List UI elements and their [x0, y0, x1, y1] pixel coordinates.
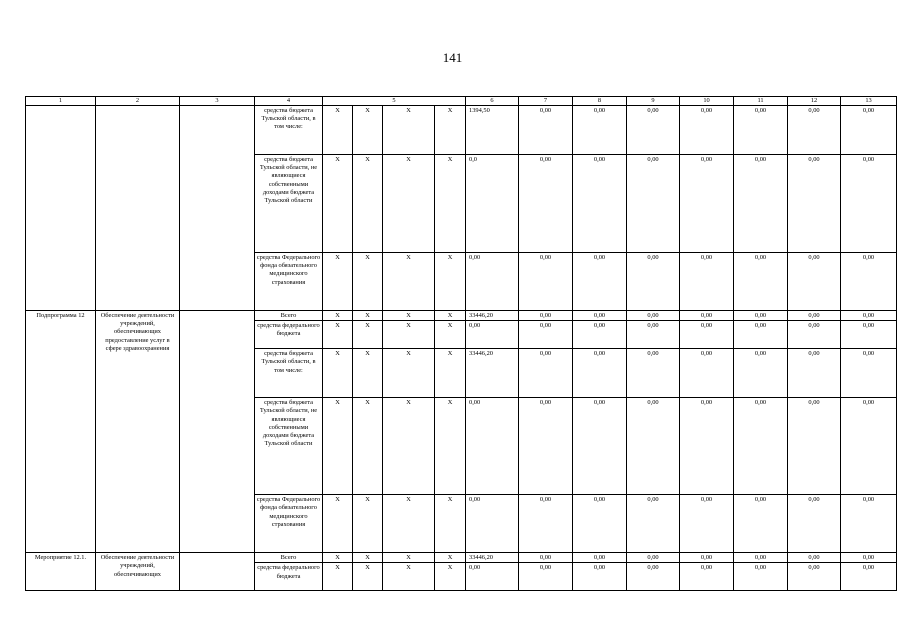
table-row	[26, 553, 897, 563]
value-cell: 0,00	[627, 563, 680, 591]
value-cell: 0,00	[788, 349, 841, 398]
source-cell: Всего	[255, 311, 323, 321]
header-cell: 5	[323, 97, 466, 106]
x-cell: X	[353, 495, 383, 553]
value-cell: 0,00	[519, 398, 573, 495]
empty-cell	[180, 106, 255, 311]
source-cell: средства бюджета Тульской области, в том числе:	[255, 349, 323, 398]
x-cell: X	[353, 553, 383, 563]
value-cell: 0,00	[573, 495, 627, 553]
empty-cell	[26, 106, 96, 311]
value-cell: 0,00	[573, 311, 627, 321]
x-cell: X	[353, 253, 383, 311]
x-cell: X	[383, 253, 435, 311]
source-cell: средства федерального бюджета	[255, 321, 323, 349]
value-cell: 0,00	[788, 155, 841, 253]
value-cell: 0,00	[519, 311, 573, 321]
header-cell: 13	[841, 97, 897, 106]
value-cell: 33446,20	[466, 311, 519, 321]
value-cell: 0,00	[841, 398, 897, 495]
header-cell: 4	[255, 97, 323, 106]
value-cell: 0,00	[841, 349, 897, 398]
value-cell: 0,00	[788, 311, 841, 321]
header-cell: 9	[627, 97, 680, 106]
value-cell: 0,00	[734, 349, 788, 398]
x-cell: X	[435, 253, 466, 311]
value-cell: 0,00	[627, 495, 680, 553]
header-cell: 10	[680, 97, 734, 106]
value-cell: 0,00	[734, 311, 788, 321]
empty-cell	[96, 106, 180, 311]
source-cell: Всего	[255, 553, 323, 563]
source-cell: средства Федерального фонда обязательного медицинского страхования	[255, 495, 323, 553]
x-cell: X	[435, 311, 466, 321]
header-cell: 7	[519, 97, 573, 106]
value-cell: 0,00	[841, 495, 897, 553]
value-cell: 0,00	[841, 253, 897, 311]
header-cell: 3	[180, 97, 255, 106]
source-cell: средства бюджета Тульской области, не являющиеся собственными доходами бюджета Тульской области	[255, 155, 323, 253]
value-cell: 0,00	[734, 155, 788, 253]
header-cell: 11	[734, 97, 788, 106]
header-cell: 12	[788, 97, 841, 106]
x-cell: X	[435, 349, 466, 398]
value-cell: 0,00	[627, 106, 680, 155]
value-cell: 0,00	[466, 563, 519, 591]
table-row	[26, 311, 897, 321]
value-cell: 0,00	[519, 155, 573, 253]
value-cell: 0,00	[841, 563, 897, 591]
value-cell: 0,0	[466, 155, 519, 253]
value-cell: 0,00	[788, 495, 841, 553]
value-cell: 0,00	[788, 398, 841, 495]
value-cell: 0,00	[466, 321, 519, 349]
x-cell: X	[323, 563, 353, 591]
budget-table	[25, 96, 897, 591]
value-cell: 0,00	[841, 553, 897, 563]
x-cell: X	[383, 398, 435, 495]
x-cell: X	[323, 495, 353, 553]
value-cell: 0,00	[519, 553, 573, 563]
value-cell: 0,00	[680, 553, 734, 563]
value-cell: 0,00	[788, 563, 841, 591]
x-cell: X	[353, 398, 383, 495]
value-cell: 0,00	[466, 398, 519, 495]
value-cell: 0,00	[680, 321, 734, 349]
header-cell: 6	[466, 97, 519, 106]
value-cell: 0,00	[841, 311, 897, 321]
value-cell: 0,00	[573, 349, 627, 398]
value-cell: 0,00	[519, 253, 573, 311]
x-cell: X	[383, 563, 435, 591]
value-cell: 0,00	[680, 253, 734, 311]
x-cell: X	[353, 106, 383, 155]
value-cell: 0,00	[841, 321, 897, 349]
value-cell: 0,00	[841, 155, 897, 253]
x-cell: X	[353, 349, 383, 398]
value-cell: 0,00	[680, 495, 734, 553]
x-cell: X	[383, 311, 435, 321]
x-cell: X	[435, 495, 466, 553]
value-cell: 0,00	[841, 106, 897, 155]
value-cell: 0,00	[680, 398, 734, 495]
value-cell: 0,00	[519, 495, 573, 553]
value-cell: 0,00	[519, 349, 573, 398]
empty-cell	[180, 311, 255, 553]
program-label: Подпрограмма 12	[26, 311, 96, 553]
x-cell: X	[323, 321, 353, 349]
x-cell: X	[435, 155, 466, 253]
event-description: Обеспечение деятельности учреждений, обеспечивающих	[96, 553, 180, 591]
value-cell: 0,00	[519, 106, 573, 155]
value-cell: 0,00	[627, 553, 680, 563]
value-cell: 0,00	[519, 563, 573, 591]
value-cell: 0,00	[627, 155, 680, 253]
value-cell: 0,00	[627, 311, 680, 321]
source-cell: средства федерального бюджета	[255, 563, 323, 591]
value-cell: 0,00	[680, 106, 734, 155]
value-cell: 0,00	[734, 321, 788, 349]
value-cell: 0,00	[680, 563, 734, 591]
x-cell: X	[435, 321, 466, 349]
value-cell: 0,00	[734, 553, 788, 563]
x-cell: X	[323, 349, 353, 398]
x-cell: X	[383, 155, 435, 253]
x-cell: X	[353, 563, 383, 591]
value-cell: 0,00	[466, 495, 519, 553]
value-cell: 0,00	[573, 155, 627, 253]
header-cell: 8	[573, 97, 627, 106]
source-cell: средства Федерального фонда обязательного медицинского страхования	[255, 253, 323, 311]
value-cell: 0,00	[734, 106, 788, 155]
value-cell: 0,00	[788, 253, 841, 311]
x-cell: X	[323, 106, 353, 155]
value-cell: 0,00	[573, 563, 627, 591]
empty-cell	[180, 553, 255, 591]
x-cell: X	[435, 553, 466, 563]
value-cell: 0,00	[680, 155, 734, 253]
page-number: 141	[442, 50, 463, 65]
source-cell: средства бюджета Тульской области, в том числе:	[255, 106, 323, 155]
value-cell: 33446,20	[466, 553, 519, 563]
x-cell: X	[435, 106, 466, 155]
value-cell: 0,00	[734, 253, 788, 311]
x-cell: X	[323, 155, 353, 253]
value-cell: 0,00	[788, 106, 841, 155]
x-cell: X	[353, 311, 383, 321]
value-cell: 0,00	[734, 398, 788, 495]
value-cell: 0,00	[734, 563, 788, 591]
value-cell: 0,00	[573, 321, 627, 349]
x-cell: X	[383, 321, 435, 349]
value-cell: 0,00	[680, 311, 734, 321]
value-cell: 0,00	[788, 321, 841, 349]
header-cell: 2	[96, 97, 180, 106]
x-cell: X	[323, 398, 353, 495]
x-cell: X	[323, 553, 353, 563]
x-cell: X	[383, 553, 435, 563]
x-cell: X	[435, 398, 466, 495]
value-cell: 0,00	[573, 553, 627, 563]
value-cell: 0,00	[627, 253, 680, 311]
value-cell: 1394,50	[466, 106, 519, 155]
value-cell: 0,00	[627, 321, 680, 349]
value-cell: 0,00	[627, 349, 680, 398]
value-cell: 0,00	[734, 495, 788, 553]
value-cell: 33446,20	[466, 349, 519, 398]
x-cell: X	[383, 349, 435, 398]
value-cell: 0,00	[627, 398, 680, 495]
value-cell: 0,00	[573, 106, 627, 155]
value-cell: 0,00	[680, 349, 734, 398]
value-cell: 0,00	[519, 321, 573, 349]
x-cell: X	[383, 106, 435, 155]
x-cell: X	[353, 321, 383, 349]
value-cell: 0,00	[466, 253, 519, 311]
value-cell: 0,00	[788, 553, 841, 563]
program-description: Обеспечение деятельности учреждений, обеспечивающих предоставление услуг в сфере здравоохранения	[96, 311, 180, 553]
header-cell: 1	[26, 97, 96, 106]
event-label: Мероприятие 12.1.	[26, 553, 96, 591]
x-cell: X	[383, 495, 435, 553]
x-cell: X	[353, 155, 383, 253]
header-row	[26, 97, 897, 106]
x-cell: X	[435, 563, 466, 591]
value-cell: 0,00	[573, 253, 627, 311]
x-cell: X	[323, 311, 353, 321]
value-cell: 0,00	[573, 398, 627, 495]
table-row	[26, 106, 897, 155]
source-cell: средства бюджета Тульской области, не являющиеся собственными доходами бюджета Тульской области	[255, 398, 323, 495]
x-cell: X	[323, 253, 353, 311]
